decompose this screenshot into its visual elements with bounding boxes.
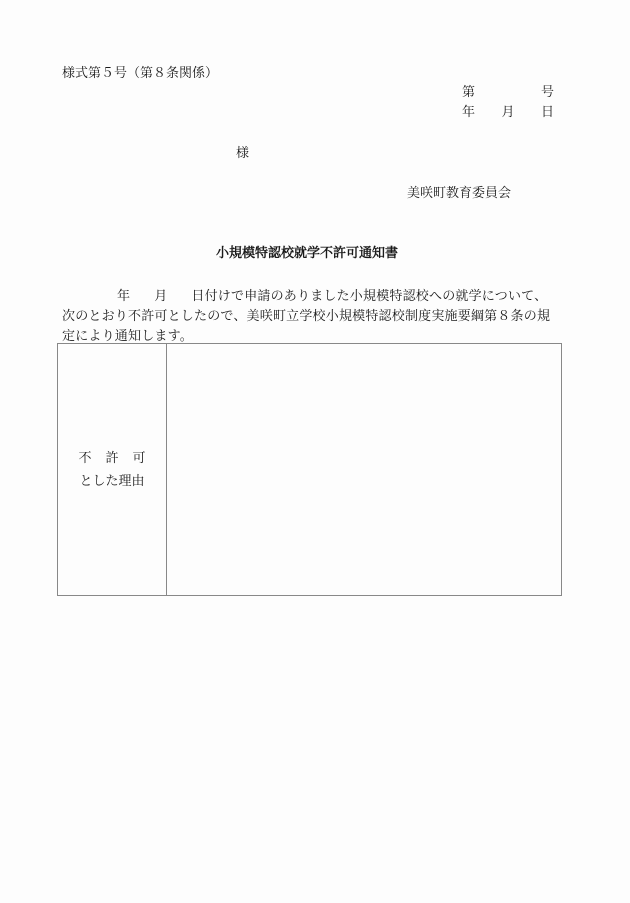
date-line [462,105,554,121]
document-number-line [462,85,554,101]
body-line-1 [62,287,556,307]
body-line-2: 次のとおり不許可としたので、美咲町立学校小規模特認校制度実施要綱第８条の規 [62,309,551,324]
body-line1-rest: 日付けで申請のありました小規模特認校への就学について、 [191,289,548,304]
body-year: 年 [117,289,131,304]
reason-content-cell[interactable] [167,344,561,595]
date-year: 年 [462,105,476,120]
date-day: 日 [540,105,554,120]
body-month: 月 [154,289,168,304]
number-prefix: 第 [462,85,476,100]
number-suffix: 号 [540,85,554,100]
reason-label-line-1: 不許可 [78,450,160,466]
body-paragraph [62,287,556,347]
document-title: 小規模特認校就学不許可通知書 [216,246,399,261]
reason-label-line-2: とした理由 [79,473,145,489]
form-label: 様式第５号（第８条関係） [62,66,219,81]
addressee: 様 [236,146,250,161]
issuer: 美咲町教育委員会 [407,186,512,201]
reason-label-cell [58,344,167,595]
body-line-3: 定により通知します。 [62,329,193,344]
date-month: 月 [501,105,515,120]
reason-table [57,343,562,596]
